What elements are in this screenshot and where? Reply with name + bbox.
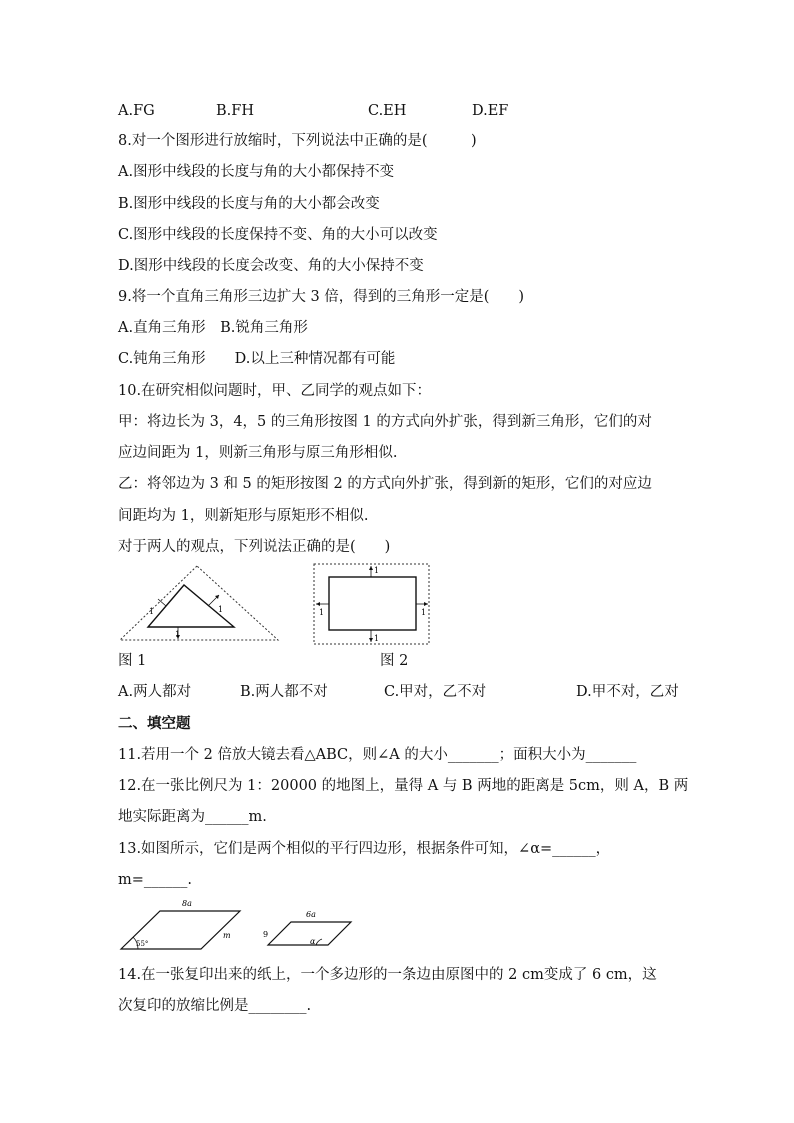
q12-line1: 12.在一张比例尺为 1：20000 的地图上，量得 A 与 B 两地的距离是 5cm，则 A，B 两 (118, 778, 689, 794)
outer-rectangle (314, 564, 429, 644)
fig2-label-right: 1 (421, 608, 427, 617)
figure-2-caption: 图 2 (380, 653, 409, 669)
alpha-label: α (310, 937, 316, 946)
fig2-label-left: 1 (319, 608, 325, 617)
q10-jia-line1: 甲：将边长为 3，4，5 的三角形按图 1 的方式向外扩张，得到新三角形，它们的对 (118, 414, 652, 430)
q13-line1: 13.如图所示，它们是两个相似的平行四边形，根据条件可知，∠α=______， (118, 841, 611, 857)
fig1-label-left: 1 (149, 607, 155, 616)
q9-stem: 9.将一个直角三角形三边扩大 3 倍，得到的三角形一定是( ) (118, 289, 525, 305)
q7-option-d: D.EF (472, 103, 509, 119)
q10-yi-line1: 乙：将邻边为 3 和 5 的矩形按图 2 的方式向外扩张，得到新的矩形，它们的对应边 (118, 476, 652, 492)
angle-label: 55° (136, 940, 149, 948)
q13-line2: m=______. (118, 872, 193, 888)
fig1-label-bottom: 1 (175, 630, 181, 639)
inner-rectangle (329, 577, 416, 630)
side-m-label: m (223, 931, 231, 940)
q10-jia-line2: 应边间距为 1，则新三角形与原三角形相似. (118, 445, 398, 461)
q9-options-line1: A.直角三角形 B.锐角三角形 (118, 320, 308, 336)
q8-option-d: D.图形中线段的长度会改变、角的大小保持不变 (118, 258, 424, 274)
q8-option-c: C.图形中线段的长度保持不变、角的大小可以改变 (118, 227, 438, 243)
figure-2-rectangles (313, 563, 431, 646)
q7-option-a: A.FG (118, 103, 155, 119)
figure-1-triangles (118, 562, 280, 644)
q8-option-a: A.图形中线段的长度与角的大小都保持不变 (118, 164, 395, 180)
fig2-label-top: 1 (374, 566, 380, 575)
q11-text: 11.若用一个 2 倍放大镜去看△ABC，则∠A 的大小_______；面积大小为_______ (118, 747, 637, 763)
q10-option-d: D.甲不对，乙对 (576, 684, 679, 700)
q10-option-c: C.甲对，乙不对 (384, 684, 487, 700)
figure-parallelograms (118, 895, 354, 955)
fig1-label-right: 1 (218, 605, 224, 614)
outer-triangle (120, 566, 278, 640)
q7-option-b: B.FH (216, 103, 254, 119)
q7-option-c: C.EH (368, 103, 407, 119)
section-2-title: 二、填空题 (118, 716, 191, 732)
big-top-label: 8a (182, 899, 192, 908)
q14-line1: 14.在一张复印出来的纸上，一个多边形的一条边由原图中的 2 cm变成了 6 cm，这 (118, 967, 657, 983)
q10-stem: 10.在研究相似问题时，甲、乙同学的观点如下： (118, 383, 432, 399)
q10-ask: 对于两人的观点，下列说法正确的是( ) (118, 539, 391, 555)
q10-option-a: A.两人都对 (118, 684, 192, 700)
q12-line2: 地实际距离为______m. (118, 809, 267, 825)
q10-yi-line2: 间距均为 1，则新矩形与原矩形不相似. (118, 508, 369, 524)
q10-option-b: B.两人都不对 (240, 684, 328, 700)
figure-1-caption: 图 1 (118, 653, 147, 669)
q14-line2: 次复印的放缩比例是________. (118, 998, 312, 1014)
q8-stem: 8.对一个图形进行放缩时，下列说法中正确的是( ) (118, 133, 477, 149)
small-top-label: 6a (306, 910, 316, 919)
side-9-label: 9 (263, 930, 269, 939)
q8-option-b: B.图形中线段的长度与角的大小都会改变 (118, 196, 380, 212)
fig2-label-bottom: 1 (374, 634, 380, 643)
alpha-arc (316, 939, 322, 945)
q9-options-line2: C.钝角三角形 D.以上三种情况都有可能 (118, 351, 396, 367)
